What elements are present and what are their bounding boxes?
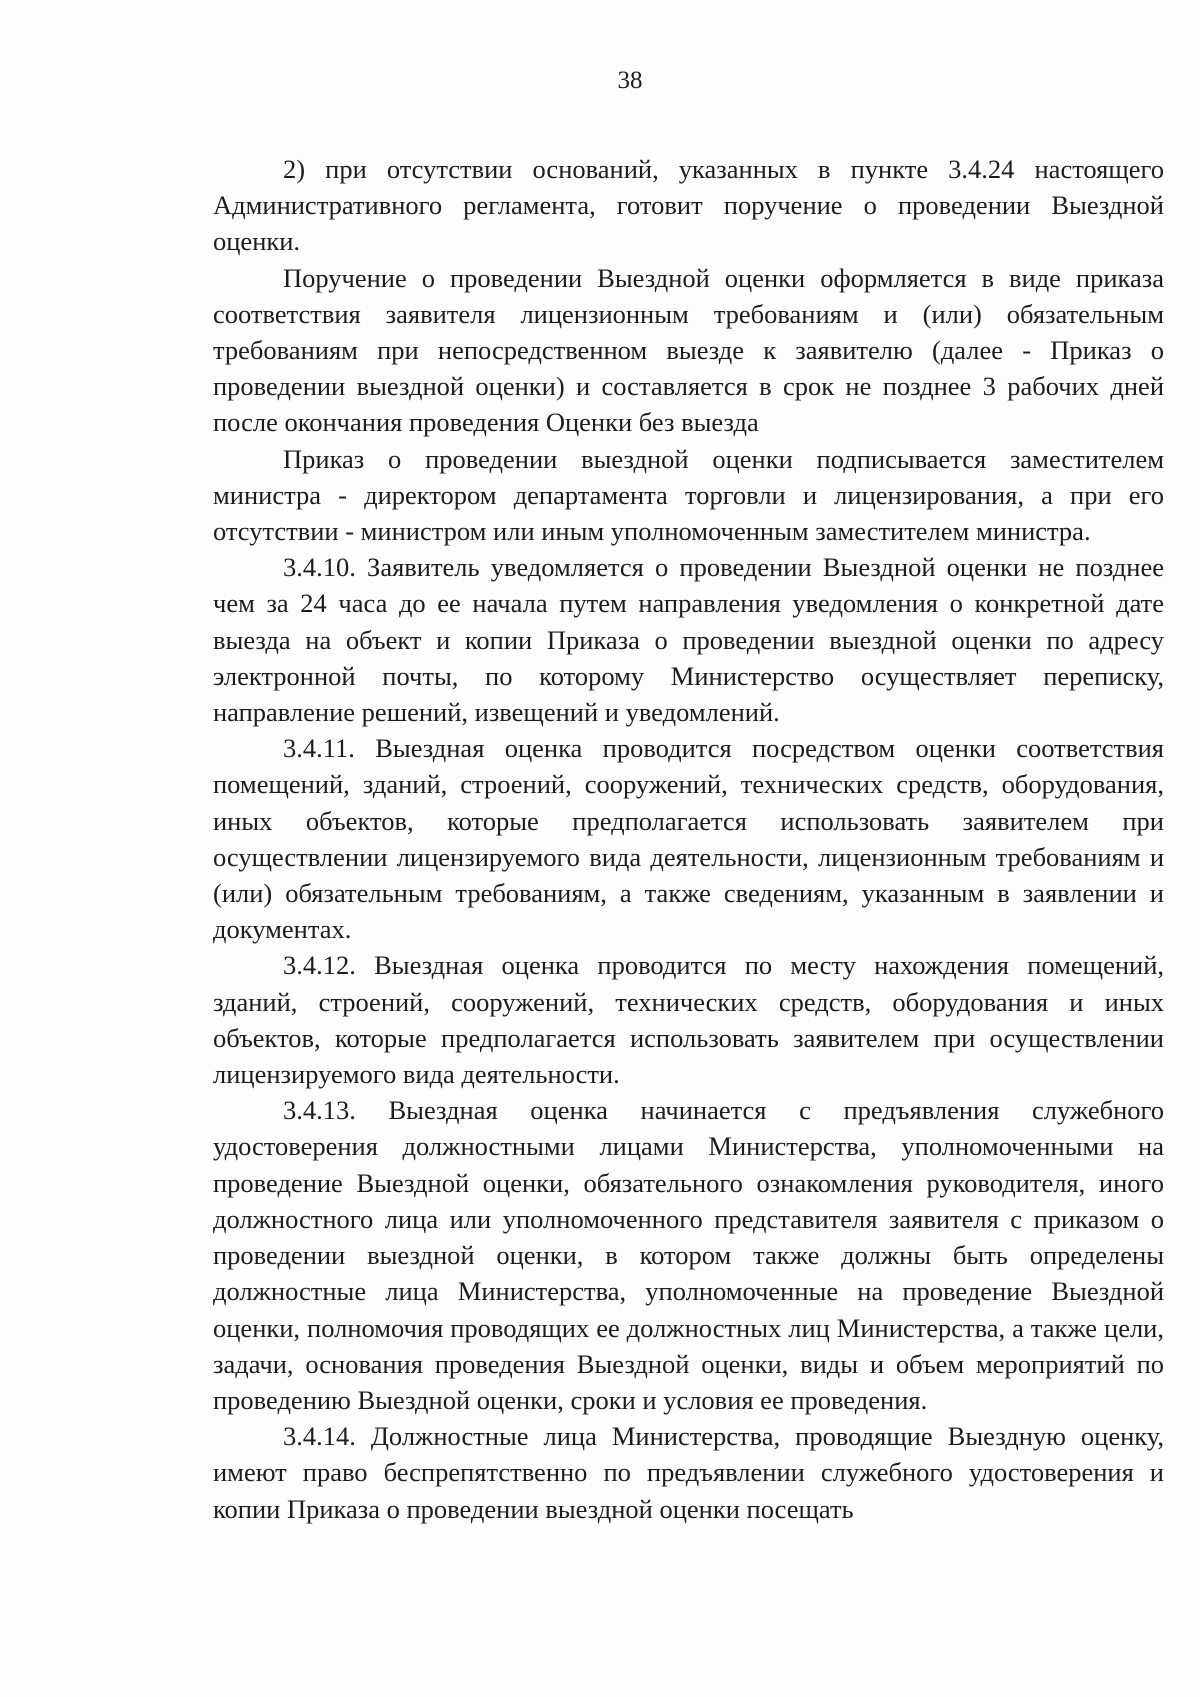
paragraph-order-signing: Приказ о проведении выездной оценки подписывается заместителем министра - директором департамента торговли и лицензирования, а при его отсутствии - министром или иным уполномоченным заместителем министра.	[213, 443, 1164, 547]
paragraph-order-form: Поручение о проведении Выездной оценки оформляется в виде приказа соответствия заявителя лицензионным требованиям и (или) обязательным требованиям при непосредственном выезде к заявителю (далее - Приказ о проведении выездной оценки) и составляется в срок не позднее 3 рабочих дней после окончания проведения Оценки без выезда	[213, 262, 1164, 438]
document-body	[213, 151, 1164, 1527]
paragraph-3-4-14: 3.4.14. Должностные лица Министерства, проводящие Выездную оценку, имеют право беспрепятственно по предъявлении служебного удостоверения и копии Приказа о проведении выездной оценки посещать	[213, 1421, 1164, 1524]
paragraph-item-2: 2) при отсутствии оснований, указанных в пункте 3.4.24 настоящего Административного регламента, готовит поручение о проведении Выездной оценки.	[213, 154, 1164, 257]
paragraph-3-4-10: 3.4.10. Заявитель уведомляется о проведении Выездной оценки не позднее чем за 24 часа до ее начала путем направления уведомления о конкретной дате выезда на объект и копии Приказа о проведении выездной оценки по адресу электронной почты, по которому Министерство осуществляет переписку, направление решений, извещений и уведомлений.	[213, 552, 1164, 728]
page-number: 38	[617, 67, 643, 94]
paragraph-3-4-12: 3.4.12. Выездная оценка проводится по месту нахождения помещений, зданий, строений, сооружений, технических средств, оборудования и иных объектов, которые предполагается использовать заявителем при осуществлении лицензируемого вида деятельности.	[213, 950, 1164, 1090]
paragraph-3-4-11: 3.4.11. Выездная оценка проводится посредством оценки соответствия помещений, зданий, строений, сооружений, технических средств, оборудования, иных объектов, которые предполагается использовать заявителем при осуществлении лицензируемого вида деятельности, лицензионным требованиям и (или) обязательным требованиям, а также сведениям, указанным в заявлении и документах.	[213, 733, 1164, 945]
paragraph-3-4-13: 3.4.13. Выездная оценка начинается с предъявления служебного удостоверения должностными лицами Министерства, уполномоченными на проведение Выездной оценки, обязательного ознакомления руководителя, иного должностного лица или уполномоченного представителя заявителя с приказом о проведении выездной оценки, в котором также должны быть определены должностные лица Министерства, уполномоченные на проведение Выездной оценки, полномочия проводящих ее должностных лиц Министерства, а также цели, задачи, основания проведения Выездной оценки, виды и объем мероприятий по проведению Выездной оценки, сроки и условия ее проведения.	[213, 1095, 1164, 1415]
